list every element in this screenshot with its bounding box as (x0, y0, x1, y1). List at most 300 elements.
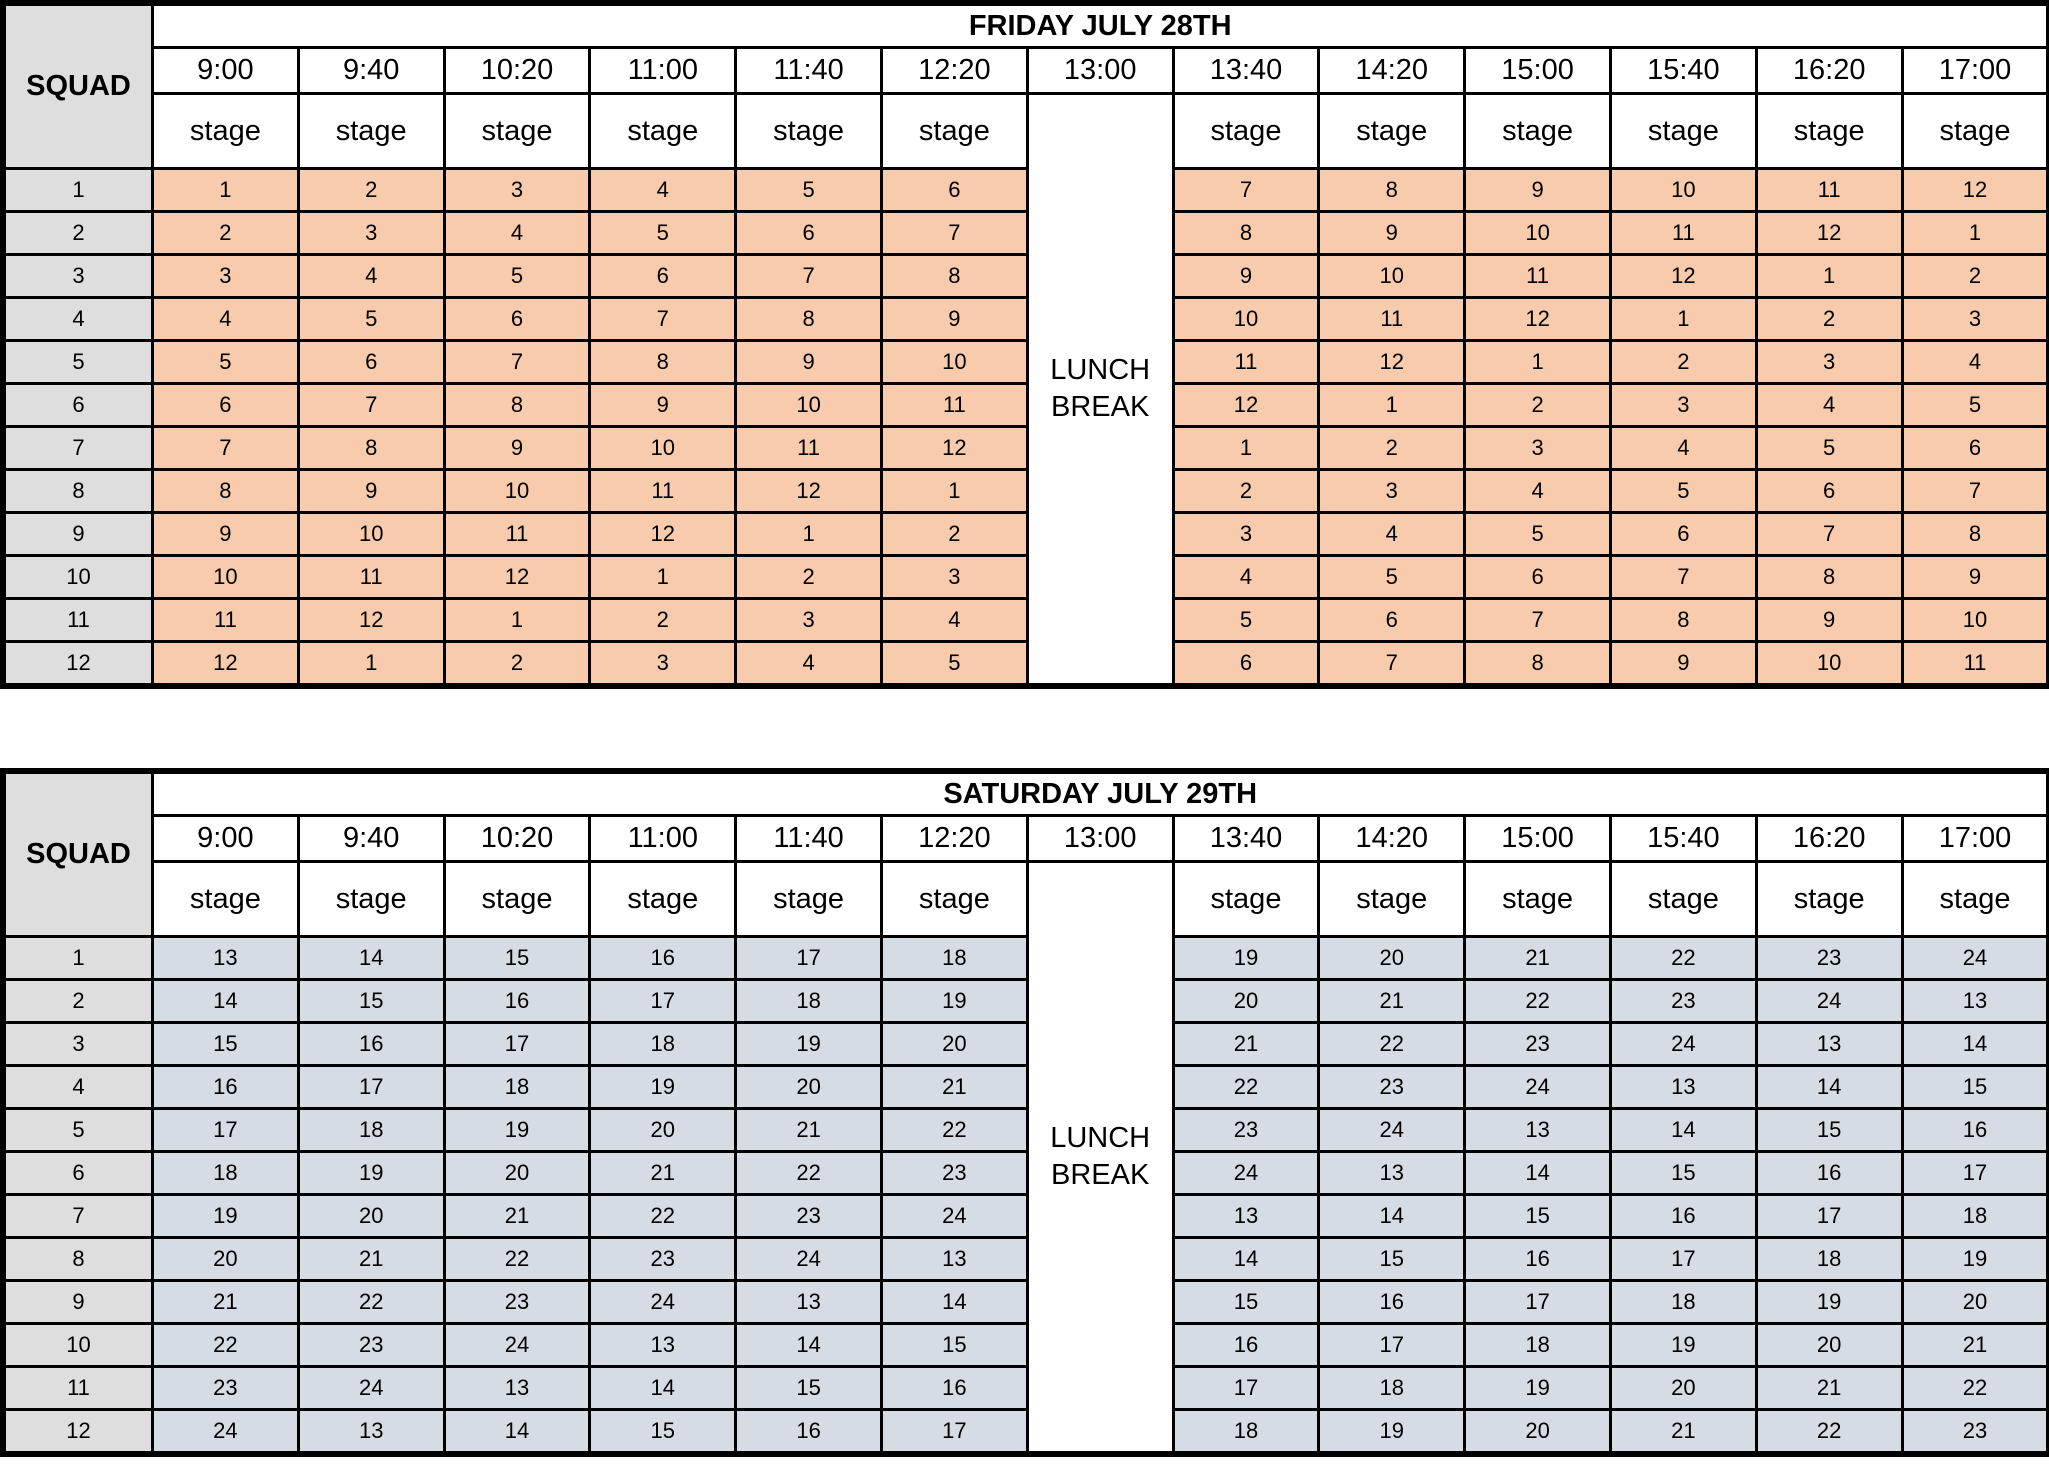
squad-number: 7 (5, 1195, 153, 1238)
stage-assignment-cell: 5 (881, 642, 1027, 685)
stage-assignment-cell: 6 (1465, 556, 1611, 599)
stage-assignment-cell: 14 (881, 1281, 1027, 1324)
time-slot-header: 11:00 (590, 48, 736, 94)
stage-assignment-cell: 5 (298, 298, 444, 341)
stage-assignment-cell: 22 (881, 1109, 1027, 1152)
stage-assignment-cell: 8 (1465, 642, 1611, 685)
stage-assignment-cell: 20 (881, 1023, 1027, 1066)
stage-assignment-cell: 8 (444, 384, 590, 427)
stage-assignment-cell: 13 (1465, 1109, 1611, 1152)
stage-assignment-cell: 7 (1465, 599, 1611, 642)
stage-assignment-cell: 8 (590, 341, 736, 384)
stage-label: stage (1902, 94, 2048, 169)
stage-assignment-cell: 10 (1173, 298, 1319, 341)
squad-number: 8 (5, 1238, 153, 1281)
stage-assignment-cell: 21 (1465, 937, 1611, 980)
stage-assignment-cell: 9 (1610, 642, 1756, 685)
stage-assignment-cell: 12 (1610, 255, 1756, 298)
table-row (5, 255, 2048, 298)
stage-assignment-cell: 7 (590, 298, 736, 341)
stage-assignment-cell: 1 (153, 169, 299, 212)
stage-assignment-cell: 2 (1756, 298, 1902, 341)
stage-assignment-cell: 8 (1902, 513, 2048, 556)
stage-assignment-cell: 21 (1756, 1367, 1902, 1410)
stage-assignment-cell: 7 (444, 341, 590, 384)
stage-assignment-cell: 16 (153, 1066, 299, 1109)
stage-assignment-cell: 20 (1173, 980, 1319, 1023)
squad-number: 3 (5, 255, 153, 298)
stage-label: stage (736, 862, 882, 937)
stage-label: stage (444, 862, 590, 937)
stage-assignment-cell: 9 (1465, 169, 1611, 212)
stage-assignment-cell: 15 (444, 937, 590, 980)
stage-assignment-cell: 17 (1902, 1152, 2048, 1195)
time-slot-header: 13:00 (1027, 816, 1173, 862)
stage-label: stage (881, 94, 1027, 169)
stage-assignment-cell: 11 (1610, 212, 1756, 255)
stage-assignment-cell: 15 (881, 1324, 1027, 1367)
stage-assignment-cell: 11 (1173, 341, 1319, 384)
lunch-break-text: BREAK (1051, 391, 1150, 423)
stage-assignment-cell: 24 (1173, 1152, 1319, 1195)
stage-assignment-cell: 3 (298, 212, 444, 255)
stage-assignment-cell: 7 (1756, 513, 1902, 556)
squad-header: SQUAD (5, 773, 153, 937)
stage-assignment-cell: 6 (590, 255, 736, 298)
stage-label: stage (590, 94, 736, 169)
stage-assignment-cell: 2 (1902, 255, 2048, 298)
stage-assignment-cell: 24 (881, 1195, 1027, 1238)
stage-assignment-cell: 24 (298, 1367, 444, 1410)
stage-label: stage (1319, 862, 1465, 937)
squad-number: 1 (5, 937, 153, 980)
stage-assignment-cell: 7 (1902, 470, 2048, 513)
stage-assignment-cell: 22 (444, 1238, 590, 1281)
stage-assignment-cell: 15 (153, 1023, 299, 1066)
time-slot-header: 17:00 (1902, 816, 2048, 862)
stage-assignment-cell: 21 (1610, 1410, 1756, 1453)
table-row (5, 1281, 2048, 1324)
stage-assignment-cell: 1 (1902, 212, 2048, 255)
stage-assignment-cell: 8 (736, 298, 882, 341)
squad-number: 3 (5, 1023, 153, 1066)
stage-label: stage (590, 862, 736, 937)
table-row (5, 341, 2048, 384)
stage-assignment-cell: 10 (881, 341, 1027, 384)
stage-assignment-cell: 9 (1902, 556, 2048, 599)
stage-assignment-cell: 3 (153, 255, 299, 298)
stage-assignment-cell: 4 (1465, 470, 1611, 513)
stage-assignment-cell: 9 (590, 384, 736, 427)
squad-number: 4 (5, 1066, 153, 1109)
table-row (5, 1066, 2048, 1109)
day-title: FRIDAY JULY 28TH (153, 5, 2048, 48)
stage-assignment-cell: 23 (298, 1324, 444, 1367)
squad-number: 6 (5, 1152, 153, 1195)
stage-assignment-cell: 16 (1756, 1152, 1902, 1195)
stage-assignment-cell: 9 (881, 298, 1027, 341)
stage-assignment-cell: 1 (1465, 341, 1611, 384)
time-slot-header: 11:40 (736, 816, 882, 862)
stage-assignment-cell: 11 (153, 599, 299, 642)
stage-assignment-cell: 19 (1902, 1238, 2048, 1281)
stage-assignment-cell: 17 (298, 1066, 444, 1109)
time-slot-header: 9:40 (298, 48, 444, 94)
stage-assignment-cell: 17 (1756, 1195, 1902, 1238)
squad-header: SQUAD (5, 5, 153, 169)
stage-assignment-cell: 3 (736, 599, 882, 642)
stage-assignment-cell: 18 (590, 1023, 736, 1066)
stage-assignment-cell: 22 (1465, 980, 1611, 1023)
time-slot-header: 13:40 (1173, 48, 1319, 94)
squad-number: 11 (5, 599, 153, 642)
table-row (5, 513, 2048, 556)
stage-assignment-cell: 17 (1173, 1367, 1319, 1410)
stage-assignment-cell: 13 (881, 1238, 1027, 1281)
stage-assignment-cell: 10 (153, 556, 299, 599)
stage-assignment-cell: 8 (1173, 212, 1319, 255)
stage-assignment-cell: 14 (590, 1367, 736, 1410)
stage-assignment-cell: 9 (298, 470, 444, 513)
stage-assignment-cell: 15 (1319, 1238, 1465, 1281)
stage-assignment-cell: 22 (1902, 1367, 2048, 1410)
table-row (5, 1410, 2048, 1453)
stage-assignment-cell: 20 (1756, 1324, 1902, 1367)
time-slot-header: 15:00 (1465, 816, 1611, 862)
stage-assignment-cell: 18 (1902, 1195, 2048, 1238)
squad-number: 7 (5, 427, 153, 470)
stage-assignment-cell: 8 (881, 255, 1027, 298)
time-slot-header: 12:20 (881, 48, 1027, 94)
stage-header-row (5, 862, 2048, 937)
stage-assignment-cell: 15 (1173, 1281, 1319, 1324)
stage-assignment-cell: 24 (444, 1324, 590, 1367)
time-slot-header: 9:00 (153, 816, 299, 862)
stage-assignment-cell: 5 (444, 255, 590, 298)
stage-assignment-cell: 3 (1465, 427, 1611, 470)
stage-label: stage (153, 94, 299, 169)
stage-assignment-cell: 21 (153, 1281, 299, 1324)
stage-assignment-cell: 18 (1319, 1367, 1465, 1410)
stage-assignment-cell: 16 (1319, 1281, 1465, 1324)
stage-assignment-cell: 10 (1902, 599, 2048, 642)
stage-assignment-cell: 18 (444, 1066, 590, 1109)
time-slot-header: 9:40 (298, 816, 444, 862)
time-slot-header: 14:20 (1319, 816, 1465, 862)
stage-assignment-cell: 24 (1902, 937, 2048, 980)
saturday-schedule-table (3, 771, 2049, 1454)
stage-assignment-cell: 17 (153, 1109, 299, 1152)
stage-assignment-cell: 22 (153, 1324, 299, 1367)
stage-assignment-cell: 14 (1173, 1238, 1319, 1281)
stage-assignment-cell: 11 (1465, 255, 1611, 298)
stage-assignment-cell: 15 (1610, 1152, 1756, 1195)
stage-assignment-cell: 11 (298, 556, 444, 599)
squad-number: 5 (5, 341, 153, 384)
stage-assignment-cell: 19 (298, 1152, 444, 1195)
stage-assignment-cell: 24 (1319, 1109, 1465, 1152)
stage-assignment-cell: 4 (590, 169, 736, 212)
stage-label: stage (298, 862, 444, 937)
stage-assignment-cell: 5 (153, 341, 299, 384)
stage-assignment-cell: 1 (298, 642, 444, 685)
stage-assignment-cell: 4 (1173, 556, 1319, 599)
stage-assignment-cell: 20 (298, 1195, 444, 1238)
stage-assignment-cell: 5 (1173, 599, 1319, 642)
stage-assignment-cell: 18 (1756, 1238, 1902, 1281)
stage-assignment-cell: 19 (881, 980, 1027, 1023)
stage-assignment-cell: 6 (1319, 599, 1465, 642)
stage-assignment-cell: 24 (1610, 1023, 1756, 1066)
stage-assignment-cell: 1 (1173, 427, 1319, 470)
table-row (5, 1023, 2048, 1066)
stage-assignment-cell: 13 (1319, 1152, 1465, 1195)
stage-assignment-cell: 24 (1465, 1066, 1611, 1109)
time-slot-header: 10:20 (444, 48, 590, 94)
stage-assignment-cell: 14 (1465, 1152, 1611, 1195)
time-slot-header: 17:00 (1902, 48, 2048, 94)
stage-assignment-cell: 23 (736, 1195, 882, 1238)
table-row (5, 1324, 2048, 1367)
stage-assignment-cell: 6 (153, 384, 299, 427)
stage-assignment-cell: 21 (881, 1066, 1027, 1109)
table-row (5, 599, 2048, 642)
stage-assignment-cell: 13 (153, 937, 299, 980)
stage-assignment-cell: 6 (1173, 642, 1319, 685)
stage-assignment-cell: 8 (1319, 169, 1465, 212)
stage-assignment-cell: 4 (736, 642, 882, 685)
stage-assignment-cell: 15 (1465, 1195, 1611, 1238)
stage-assignment-cell: 20 (153, 1238, 299, 1281)
squad-number: 12 (5, 642, 153, 685)
squad-number: 8 (5, 470, 153, 513)
stage-assignment-cell: 13 (1610, 1066, 1756, 1109)
stage-assignment-cell: 2 (590, 599, 736, 642)
lunch-break-text: BREAK (1051, 1159, 1150, 1191)
stage-assignment-cell: 5 (1756, 427, 1902, 470)
stage-assignment-cell: 2 (1319, 427, 1465, 470)
stage-assignment-cell: 12 (153, 642, 299, 685)
stage-assignment-cell: 4 (1902, 341, 2048, 384)
stage-assignment-cell: 16 (444, 980, 590, 1023)
table-row (5, 212, 2048, 255)
table-row (5, 937, 2048, 980)
time-slot-header: 15:00 (1465, 48, 1611, 94)
stage-assignment-cell: 7 (298, 384, 444, 427)
stage-assignment-cell: 18 (736, 980, 882, 1023)
stage-assignment-cell: 12 (590, 513, 736, 556)
stage-assignment-cell: 11 (881, 384, 1027, 427)
stage-assignment-cell: 6 (1902, 427, 2048, 470)
stage-label: stage (1756, 862, 1902, 937)
stage-assignment-cell: 17 (881, 1410, 1027, 1453)
stage-assignment-cell: 21 (590, 1152, 736, 1195)
table-row (5, 1195, 2048, 1238)
stage-assignment-cell: 14 (444, 1410, 590, 1453)
lunch-break-cell (1027, 862, 1173, 1453)
stage-assignment-cell: 16 (1173, 1324, 1319, 1367)
stage-assignment-cell: 9 (444, 427, 590, 470)
stage-assignment-cell: 19 (1319, 1410, 1465, 1453)
squad-number: 5 (5, 1109, 153, 1152)
stage-assignment-cell: 1 (590, 556, 736, 599)
stage-assignment-cell: 1 (1319, 384, 1465, 427)
stage-assignment-cell: 10 (590, 427, 736, 470)
stage-label: stage (153, 862, 299, 937)
stage-assignment-cell: 17 (1610, 1238, 1756, 1281)
stage-assignment-cell: 15 (1756, 1109, 1902, 1152)
stage-assignment-cell: 12 (1173, 384, 1319, 427)
lunch-break-cell (1027, 94, 1173, 685)
stage-assignment-cell: 18 (1610, 1281, 1756, 1324)
stage-assignment-cell: 3 (1610, 384, 1756, 427)
stage-assignment-cell: 23 (1465, 1023, 1611, 1066)
stage-label: stage (298, 94, 444, 169)
squad-number: 2 (5, 212, 153, 255)
table-row (5, 1109, 2048, 1152)
table-row (5, 427, 2048, 470)
stage-assignment-cell: 18 (298, 1109, 444, 1152)
table-row (5, 556, 2048, 599)
stage-label: stage (736, 94, 882, 169)
stage-assignment-cell: 9 (153, 513, 299, 556)
stage-assignment-cell: 2 (736, 556, 882, 599)
stage-label: stage (1610, 94, 1756, 169)
squad-number: 9 (5, 513, 153, 556)
squad-number: 2 (5, 980, 153, 1023)
friday-title-row (5, 5, 2048, 48)
stage-assignment-cell: 10 (1319, 255, 1465, 298)
stage-assignment-cell: 23 (1756, 937, 1902, 980)
time-header-row (5, 816, 2048, 862)
stage-assignment-cell: 16 (881, 1367, 1027, 1410)
stage-assignment-cell: 7 (1610, 556, 1756, 599)
stage-label: stage (1902, 862, 2048, 937)
stage-assignment-cell: 22 (1756, 1410, 1902, 1453)
stage-assignment-cell: 1 (444, 599, 590, 642)
stage-header-row (5, 94, 2048, 169)
stage-assignment-cell: 15 (1902, 1066, 2048, 1109)
time-slot-header: 13:00 (1027, 48, 1173, 94)
stage-assignment-cell: 17 (444, 1023, 590, 1066)
squad-number: 12 (5, 1410, 153, 1453)
stage-assignment-cell: 21 (444, 1195, 590, 1238)
stage-assignment-cell: 21 (1173, 1023, 1319, 1066)
stage-assignment-cell: 13 (298, 1410, 444, 1453)
stage-assignment-cell: 17 (736, 937, 882, 980)
stage-assignment-cell: 6 (881, 169, 1027, 212)
stage-assignment-cell: 20 (590, 1109, 736, 1152)
lunch-break-text: LUNCH (1050, 1122, 1151, 1154)
table-row (5, 470, 2048, 513)
squad-number: 11 (5, 1367, 153, 1410)
stage-assignment-cell: 3 (1756, 341, 1902, 384)
stage-assignment-cell: 10 (1610, 169, 1756, 212)
table-row (5, 169, 2048, 212)
stage-assignment-cell: 23 (1610, 980, 1756, 1023)
stage-assignment-cell: 7 (881, 212, 1027, 255)
stage-assignment-cell: 19 (1756, 1281, 1902, 1324)
stage-assignment-cell: 24 (153, 1410, 299, 1453)
stage-assignment-cell: 3 (1902, 298, 2048, 341)
stage-assignment-cell: 10 (1465, 212, 1611, 255)
stage-assignment-cell: 16 (1465, 1238, 1611, 1281)
stage-assignment-cell: 11 (736, 427, 882, 470)
stage-label: stage (1465, 862, 1611, 937)
stage-assignment-cell: 4 (1756, 384, 1902, 427)
stage-assignment-cell: 13 (444, 1367, 590, 1410)
stage-assignment-cell: 12 (736, 470, 882, 513)
squad-number: 9 (5, 1281, 153, 1324)
table-row (5, 1152, 2048, 1195)
time-slot-header: 10:20 (444, 816, 590, 862)
stage-assignment-cell: 17 (1465, 1281, 1611, 1324)
squad-number: 4 (5, 298, 153, 341)
stage-label: stage (1465, 94, 1611, 169)
table-row (5, 642, 2048, 685)
stage-assignment-cell: 2 (881, 513, 1027, 556)
stage-assignment-cell: 10 (736, 384, 882, 427)
stage-assignment-cell: 7 (1173, 169, 1319, 212)
stage-assignment-cell: 4 (444, 212, 590, 255)
table-row (5, 298, 2048, 341)
stage-assignment-cell: 13 (1173, 1195, 1319, 1238)
squad-number: 10 (5, 1324, 153, 1367)
stage-assignment-cell: 2 (444, 642, 590, 685)
squad-number: 10 (5, 556, 153, 599)
stage-assignment-cell: 12 (1756, 212, 1902, 255)
stage-assignment-cell: 14 (153, 980, 299, 1023)
stage-assignment-cell: 1 (1610, 298, 1756, 341)
stage-assignment-cell: 6 (736, 212, 882, 255)
stage-assignment-cell: 8 (153, 470, 299, 513)
stage-assignment-cell: 7 (153, 427, 299, 470)
stage-assignment-cell: 24 (590, 1281, 736, 1324)
stage-assignment-cell: 17 (1319, 1324, 1465, 1367)
stage-assignment-cell: 2 (1173, 470, 1319, 513)
stage-assignment-cell: 19 (1173, 937, 1319, 980)
stage-assignment-cell: 20 (1610, 1367, 1756, 1410)
stage-assignment-cell: 23 (881, 1152, 1027, 1195)
stage-assignment-cell: 19 (590, 1066, 736, 1109)
time-slot-header: 16:20 (1756, 816, 1902, 862)
stage-assignment-cell: 20 (736, 1066, 882, 1109)
time-slot-header: 15:40 (1610, 816, 1756, 862)
stage-assignment-cell: 23 (444, 1281, 590, 1324)
stage-assignment-cell: 1 (736, 513, 882, 556)
stage-label: stage (1610, 862, 1756, 937)
stage-assignment-cell: 21 (736, 1109, 882, 1152)
stage-assignment-cell: 19 (153, 1195, 299, 1238)
stage-assignment-cell: 1 (881, 470, 1027, 513)
stage-assignment-cell: 5 (1902, 384, 2048, 427)
stage-label: stage (444, 94, 590, 169)
stage-assignment-cell: 4 (153, 298, 299, 341)
stage-assignment-cell: 16 (1610, 1195, 1756, 1238)
stage-assignment-cell: 13 (736, 1281, 882, 1324)
stage-assignment-cell: 6 (444, 298, 590, 341)
stage-assignment-cell: 18 (153, 1152, 299, 1195)
stage-assignment-cell: 13 (590, 1324, 736, 1367)
time-slot-header: 14:20 (1319, 48, 1465, 94)
stage-assignment-cell: 5 (590, 212, 736, 255)
table-row (5, 1238, 2048, 1281)
stage-assignment-cell: 14 (1610, 1109, 1756, 1152)
stage-assignment-cell: 12 (881, 427, 1027, 470)
stage-assignment-cell: 15 (590, 1410, 736, 1453)
stage-assignment-cell: 16 (590, 937, 736, 980)
stage-assignment-cell: 13 (1902, 980, 2048, 1023)
